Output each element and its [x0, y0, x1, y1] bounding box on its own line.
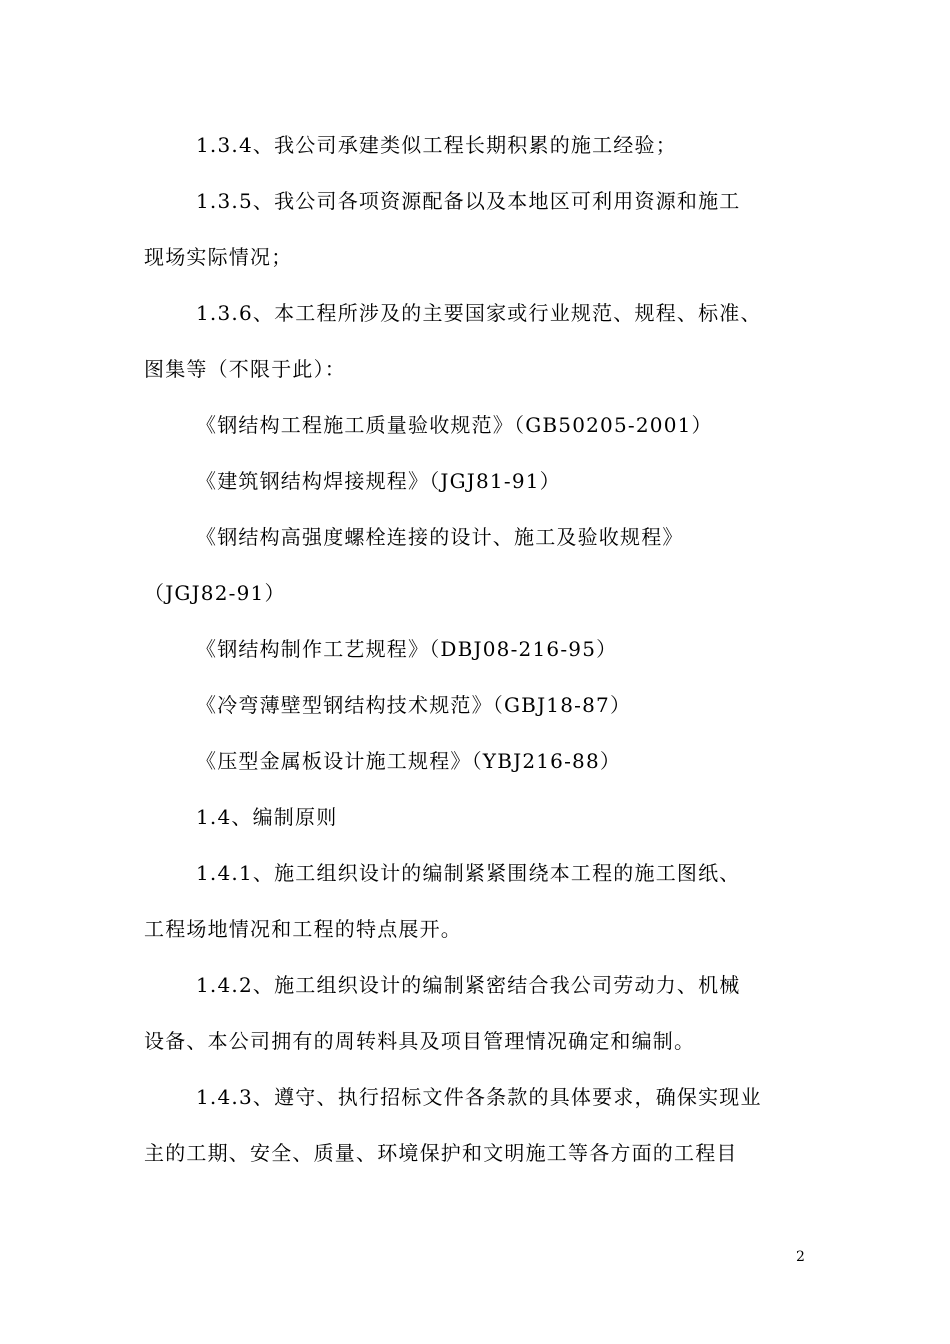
- standard-reference: 《钢结构高强度螺栓连接的设计、施工及验收规程》: [196, 525, 684, 549]
- standard-reference: 《钢结构工程施工质量验收规范》（GB50205-2001）: [196, 413, 713, 437]
- text-line: 设备、本公司拥有的周转料具及项目管理情况确定和编制。: [144, 1029, 696, 1053]
- page-number: 2: [796, 1249, 805, 1265]
- text-line: 主的工期、安全、质量、环境保护和文明施工等各方面的工程目: [144, 1141, 738, 1165]
- standard-reference: 《冷弯薄壁型钢结构技术规范》（GBJ18-87）: [196, 693, 632, 717]
- standard-reference-code: （JGJ82-91）: [144, 581, 286, 605]
- standard-reference: 《钢结构制作工艺规程》（DBJ08-216-95）: [196, 637, 618, 661]
- text-line: 1.4.2、施工组织设计的编制紧密结合我公司劳动力、机械: [196, 973, 741, 997]
- text-line: 1.4.1、施工组织设计的编制紧紧围绕本工程的施工图纸、: [196, 861, 741, 885]
- text-line: 1.4.3、遵守、执行招标文件各条款的具体要求，确保实现业: [196, 1085, 762, 1109]
- text-line: 1.3.4、我公司承建类似工程长期积累的施工经验；: [196, 133, 677, 157]
- standard-reference: 《建筑钢结构焊接规程》（JGJ81-91）: [196, 469, 561, 493]
- text-line: 1.3.6、本工程所涉及的主要国家或行业规范、规程、标准、: [196, 301, 762, 325]
- text-line: 现场实际情况；: [144, 245, 293, 269]
- text-line: 1.3.5、我公司各项资源配备以及本地区可利用资源和施工: [196, 189, 741, 213]
- section-heading: 1.4、编制原则: [196, 805, 338, 829]
- text-line: 图集等（不限于此）：: [144, 357, 346, 381]
- text-line: 工程场地情况和工程的特点展开。: [144, 917, 462, 941]
- standard-reference: 《压型金属板设计施工规程》（YBJ216-88）: [196, 749, 622, 773]
